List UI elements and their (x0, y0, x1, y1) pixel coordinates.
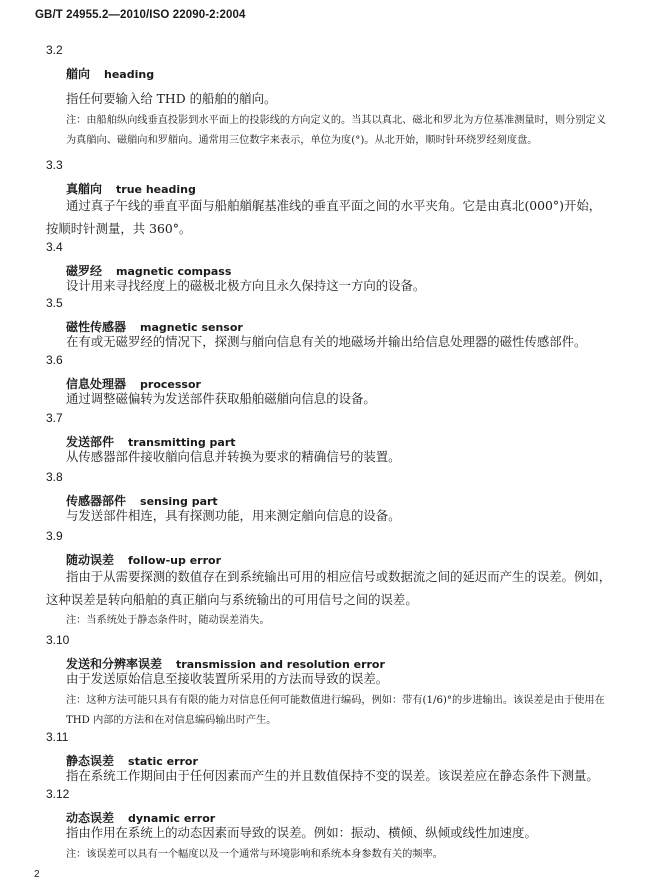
definition: 从传感器部件接收艏向信息并转换为要求的精确信号的装置。 (66, 449, 401, 464)
clause-number: 3.7 (46, 411, 63, 425)
term-cn: 磁罗经 (66, 264, 103, 278)
term-cn: 静态误差 (66, 754, 115, 768)
definition: 由于发送原始信息至接收装置所采用的方法而导致的误差。 (66, 671, 389, 686)
clause-number: 3.5 (46, 296, 63, 310)
note-label: 注： (66, 615, 87, 626)
document-header: GB/T 24955.2—2010/ISO 22090-2:2004 (35, 9, 246, 21)
term-en: dynamic error (128, 812, 216, 825)
term-en: static error (128, 755, 198, 768)
clause-number: 3.10 (46, 633, 70, 647)
note-label: 注： (66, 115, 87, 126)
definition: 在有或无磁罗经的情况下，探测与艏向信息有关的地磁场并输出给信息处理器的磁性传感部件。 (66, 334, 587, 349)
note-label: 注： (66, 695, 87, 706)
definition: 指任何要输入给 THD 的船舶的艏向。 (66, 91, 277, 106)
clause-number: 3.12 (46, 787, 70, 801)
term-en: true heading (116, 183, 196, 196)
definition: 指由作用在系统上的动态因素而导致的误差。例如：振动、横倾、纵倾或线性加速度。 (66, 825, 537, 840)
definition: 通过真子午线的垂直平面与船舶艏艉基准线的垂直平面之间的水平夹角。它是由真北(000°)开始，按顺时针测量，共 360°。 (46, 198, 602, 236)
note-label: 注： (66, 849, 87, 860)
term-en: sensing part (140, 495, 218, 508)
definition: 通过调整磁偏转为发送部件获取船舶磁艏向信息的设备。 (66, 391, 376, 406)
term-en: magnetic sensor (140, 321, 243, 334)
clause-number: 3.6 (46, 353, 63, 367)
clause-number: 3.3 (46, 158, 63, 172)
term-cn: 信息处理器 (66, 377, 127, 391)
note (66, 845, 611, 865)
note-text: 由船舶纵向线垂直投影到水平面上的投影线的方向定义的。当其以真北、磁北和罗北为方位基准测量时，则分别定义为真艏向、磁艏向和罗艏向。通常用三位数字来表示，单位为度(°)。从北开始，顺时针环绕罗经刻度盘。 (66, 115, 606, 146)
term-cn: 发送部件 (66, 435, 115, 449)
term-cn: 磁性传感器 (66, 320, 127, 334)
term-en: processor (140, 378, 201, 391)
note (66, 611, 611, 631)
term-cn: 发送和分辨率误差 (66, 657, 163, 671)
term-en: transmitting part (128, 436, 236, 449)
term-cn: 真艏向 (66, 182, 103, 196)
clause-number: 3.11 (46, 730, 69, 744)
definition: 设计用来寻找经度上的磁极北极方向且永久保持这一方向的设备。 (66, 278, 426, 293)
term-cn: 随动误差 (66, 553, 115, 567)
definition: 指在系统工作期间由于任何因素而产生的并且数值保持不变的误差。该误差应在静态条件下测量。 (66, 768, 599, 783)
term-cn: 传感器部件 (66, 494, 127, 508)
term (66, 65, 154, 82)
definition: 与发送部件相连，具有探测功能，用来测定艏向信息的设备。 (66, 508, 401, 523)
note-text: 该误差可以具有一个幅度以及一个通常与环境影响和系统本身参数有关的频率。 (86, 849, 443, 860)
term-en: transmission and resolution error (176, 658, 385, 671)
clause-number: 3.2 (46, 43, 63, 57)
note-text: 当系统处于静态条件时，随动误差消失。 (86, 615, 270, 626)
page-number: 2 (34, 869, 40, 880)
term-cn: 动态误差 (66, 811, 115, 825)
clause-number: 3.8 (46, 470, 63, 484)
term-en: magnetic compass (116, 265, 232, 278)
clause-number: 3.4 (46, 240, 63, 254)
note (66, 691, 611, 731)
term-cn: 艏向 (66, 67, 91, 81)
definition: 指由于从需要探测的数值存在到系统输出可用的相应信号或数据流之间的延迟而产生的误差。例如，这种误差是转向船舶的真正艏向与系统输出的可用信号之间的误差。 (46, 569, 612, 607)
term-en: heading (104, 68, 155, 81)
term-en: follow-up error (128, 554, 222, 567)
note-text: 这种方法可能只具有有限的能力对信息任何可能数值进行编码，例如：带有(1/6)°的步进输出。该误差是由于使用在 THD 内部的方法和在对信息编码输出时产生。 (66, 695, 605, 726)
clause-number: 3.9 (46, 529, 63, 543)
note (66, 111, 611, 151)
